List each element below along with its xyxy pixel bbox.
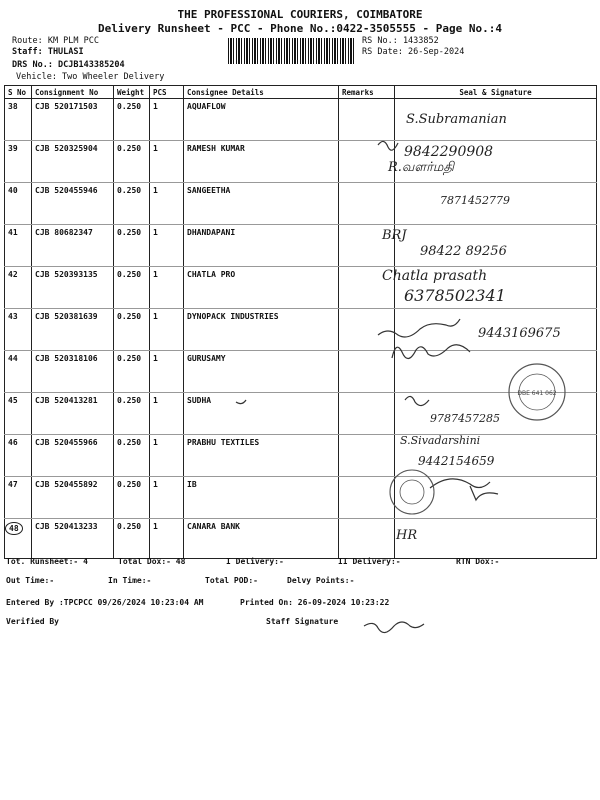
cell-pcs: 1: [150, 141, 184, 183]
cell-consignment: CJB 520393135: [32, 267, 114, 309]
cell-sno: 47: [5, 477, 32, 519]
handwriting-row42-phone: 6378502341: [404, 286, 506, 305]
cell-sno: 42: [5, 267, 32, 309]
handwriting-row39-name: R.வளர்மதி: [388, 160, 454, 175]
company-title: THE PROFESSIONAL COURIERS, COIMBATORE: [177, 8, 423, 21]
cell-weight: 0.250: [114, 519, 150, 559]
signature-mark-47: [430, 479, 498, 500]
cell-pcs: 1: [150, 267, 184, 309]
cell-consignment: CJB 520171503: [32, 99, 114, 141]
cell-weight: 0.250: [114, 267, 150, 309]
col-consignee: Consignee Details: [184, 86, 339, 99]
handwriting-row39-phone: 9842290908: [404, 144, 494, 160]
cell-consignment: CJB 80682347: [32, 225, 114, 267]
staff-signature-mark: [364, 622, 424, 633]
verified-by: Verified By: [6, 617, 59, 626]
total-dox: Total Dox:- 48: [118, 557, 186, 566]
cell-consignee: PRABHU TEXTILES: [184, 435, 339, 477]
ii-delivery: II Delivery:-: [338, 557, 401, 566]
signature-mark-43: [378, 319, 460, 337]
cell-weight: 0.250: [114, 351, 150, 393]
signature-mark-39: [378, 141, 398, 150]
handwriting-row43-phone: 9443169675: [478, 326, 561, 341]
tot-runsheet: Tot. Runsheet:- 4: [6, 557, 88, 566]
cell-weight: 0.250: [114, 99, 150, 141]
cell-consignee: GURUSAMY: [184, 351, 339, 393]
cell-consignment: CJB 520455892: [32, 477, 114, 519]
col-seal-signature: Seal & Signature: [395, 86, 597, 99]
cell-consignee: CANARA BANK: [184, 519, 339, 559]
cell-consignee: CHATLA PRO: [184, 267, 339, 309]
cell-consignee: DHANDAPANI: [184, 225, 339, 267]
cell-sno: 44: [5, 351, 32, 393]
entered-by: Entered By :TPCPCC 09/26/2024 10:23:04 AM: [6, 598, 204, 607]
cell-sno: 39: [5, 141, 32, 183]
cell-pcs: 1: [150, 351, 184, 393]
route-label: Route: KM PLM PCC: [12, 36, 99, 46]
cell-weight: 0.250: [114, 393, 150, 435]
cell-consignment: CJB 520455966: [32, 435, 114, 477]
vehicle-label: Vehicle: Two Wheeler Delivery: [16, 72, 165, 82]
rs-number: RS No.: 1433852: [362, 36, 439, 46]
handwriting-row46-name: S.Sivadarshini: [400, 434, 481, 447]
cell-sno: 45: [5, 393, 32, 435]
handwriting-bottom: HR: [396, 528, 418, 543]
cell-consignment: CJB 520413233: [32, 519, 114, 559]
drs-number: DRS No.: DCJB143385204: [12, 60, 125, 70]
cell-consignee: IB: [184, 477, 339, 519]
cell-consignee: AQUAFLOW: [184, 99, 339, 141]
cell-pcs: 1: [150, 519, 184, 559]
cell-sno: 46: [5, 435, 32, 477]
col-pcs: PCS: [150, 86, 184, 99]
cell-weight: 0.250: [114, 477, 150, 519]
cell-consignment: CJB 520318106: [32, 351, 114, 393]
out-time: Out Time:-: [6, 576, 55, 585]
signature-mark-44: [392, 345, 470, 359]
col-sno: S No: [5, 86, 32, 99]
rtn-dox: RTN Dox:-: [456, 557, 500, 566]
cell-pcs: 1: [150, 225, 184, 267]
col-consignment: Consignment No: [32, 86, 114, 99]
seal-stamp-top: [509, 364, 565, 420]
handwriting-row41-initials: BRJ: [382, 228, 407, 243]
cell-sno: 40: [5, 183, 32, 225]
handwriting-row45-phone: 9787457285: [430, 412, 500, 425]
cell-consignment: CJB 520455946: [32, 183, 114, 225]
cell-sno: 43: [5, 309, 32, 351]
staff-signature-label: Staff Signature: [266, 617, 339, 626]
cell-weight: 0.250: [114, 141, 150, 183]
handwriting-row40: 7871452779: [440, 194, 510, 207]
stamp-center-text: DBE 641 062: [517, 390, 557, 397]
handwriting-row46-phone: 9442154659: [418, 454, 495, 468]
handwriting-row42-name: Chatla prasath: [382, 268, 488, 284]
printed-on: Printed On: 26-09-2024 10:23:22: [240, 598, 390, 607]
cell-pcs: 1: [150, 183, 184, 225]
in-time: In Time:-: [108, 576, 152, 585]
col-remarks: Remarks: [339, 86, 395, 99]
cell-consignment: CJB 520413281: [32, 393, 114, 435]
rs-date: RS Date: 26-Sep-2024: [362, 47, 465, 57]
cell-pcs: 1: [150, 309, 184, 351]
cell-consignee: RAMESH KUMAR: [184, 141, 339, 183]
stamp-inner-ring-2: [400, 480, 424, 504]
cell-consignment: CJB 520381639: [32, 309, 114, 351]
cell-pcs: 1: [150, 393, 184, 435]
cell-consignment: CJB 520325904: [32, 141, 114, 183]
cell-pcs: 1: [150, 477, 184, 519]
circled-sno: 48: [5, 522, 23, 535]
cell-weight: 0.250: [114, 309, 150, 351]
staff-label: Staff: THULASI: [12, 47, 84, 57]
cell-pcs: 1: [150, 435, 184, 477]
stamp-ring-2: [390, 470, 434, 514]
cell-sno: 41: [5, 225, 32, 267]
runsheet-title: Delivery Runsheet - PCC - Phone No.:0422-3505555 - Page No.:4: [98, 22, 502, 35]
i-delivery: I Delivery:-: [226, 557, 284, 566]
col-weight: Weight: [114, 86, 150, 99]
cell-pcs: 1: [150, 99, 184, 141]
cell-weight: 0.250: [114, 435, 150, 477]
cell-sno: 38: [5, 99, 32, 141]
cell-consignee: SANGEETHA: [184, 183, 339, 225]
cell-weight: 0.250: [114, 183, 150, 225]
cell-consignee: SUDHA: [184, 393, 339, 435]
handwriting-row41-phone: 98422 89256: [420, 244, 507, 259]
signature-mark-45: [236, 396, 429, 405]
seal-stamp-bottom: [390, 470, 434, 514]
total-pod: Total POD:-: [205, 576, 258, 585]
delvy-points: Delvy Points:-: [287, 576, 355, 585]
handwriting-row38: S.Subramanian: [406, 112, 507, 127]
cell-consignee: DYNOPACK INDUSTRIES: [184, 309, 339, 351]
cell-weight: 0.250: [114, 225, 150, 267]
